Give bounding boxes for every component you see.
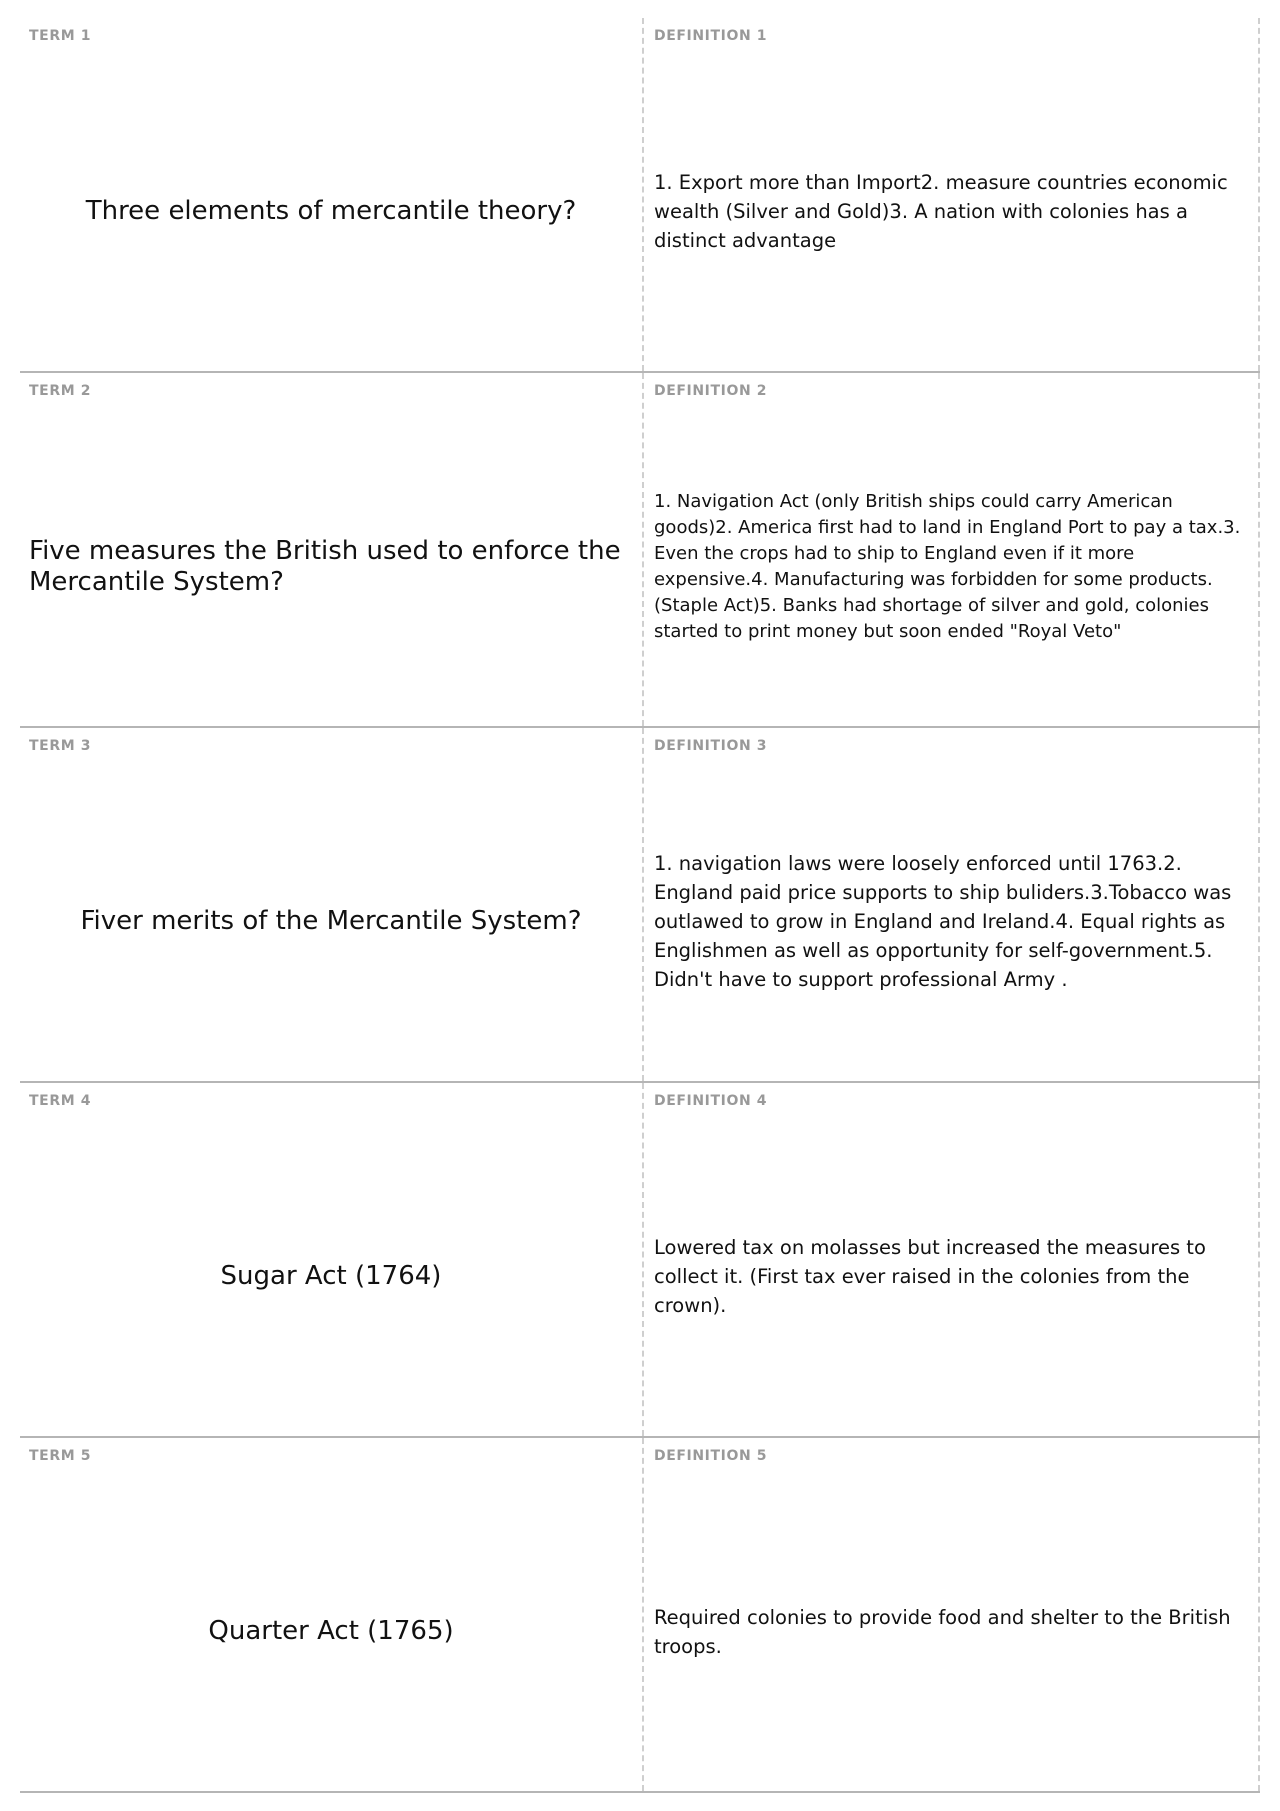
definition-body <box>654 413 1248 720</box>
term-body <box>29 1478 633 1785</box>
definition-label: DEFINITION 5 <box>654 1448 768 1464</box>
term-cell <box>20 1083 642 1436</box>
definition-body <box>654 1123 1248 1430</box>
definition-label: DEFINITION 2 <box>654 383 768 399</box>
definition-body <box>654 58 1248 365</box>
term-label: TERM 2 <box>29 383 92 399</box>
definition-text: 1. Export more than Import2. measure countries economic wealth (Silver and Gold)3. A nation with colonies has a distinct advantage <box>654 171 1228 252</box>
flashcard-row-1 <box>20 18 1260 373</box>
definition-cell <box>642 1083 1260 1436</box>
definition-cell <box>642 728 1260 1081</box>
definition-cell <box>642 373 1260 726</box>
definition-text: 1. navigation laws were loosely enforced until 1763.2. England paid price supports to ship buliders.3.Tobacco was outlawed to grow in England and Ireland.4. Equal rights as Englishmen as well as opportunity for self-government.5. Didn't have to support professional Army . <box>654 852 1232 991</box>
definition-label: DEFINITION 4 <box>654 1093 768 1109</box>
flashcard-row-4 <box>20 1083 1260 1438</box>
term-label: TERM 1 <box>29 28 92 44</box>
term-cell <box>20 373 642 726</box>
definition-label: DEFINITION 1 <box>654 28 768 44</box>
term-text: Quarter Act (1765) <box>208 1616 454 1646</box>
term-text: Three elements of mercantile theory? <box>85 196 577 226</box>
flashcard-row-3 <box>20 728 1260 1083</box>
term-text: Sugar Act (1764) <box>220 1261 442 1291</box>
definition-text: 1. Navigation Act (only British ships could carry American goods)2. America first had to land in England Port to pay a tax.3. Even the crops had to ship to England even if it more expensive.4. Manufacturing was forbidden for some products. (Staple Act)5. Banks had shortage of silver and gold, colonies started to print money but soon ended "Royal Veto" <box>654 490 1241 642</box>
definition-label: DEFINITION 3 <box>654 738 768 754</box>
definition-cell <box>642 1438 1260 1791</box>
term-body <box>29 1123 633 1430</box>
term-cell <box>20 728 642 1081</box>
term-text: Fiver merits of the Mercantile System? <box>80 906 582 936</box>
definition-text: Required colonies to provide food and shelter to the British troops. <box>654 1605 1231 1658</box>
flashcard-sheet <box>20 18 1260 1793</box>
term-cell <box>20 18 642 371</box>
definition-body <box>654 1478 1248 1785</box>
flashcard-row-2 <box>20 373 1260 728</box>
term-body <box>29 768 633 1075</box>
definition-text: Lowered tax on molasses but increased the measures to collect it. (First tax ever raised in the colonies from the crown). <box>654 1236 1206 1317</box>
term-label: TERM 4 <box>29 1093 92 1109</box>
term-body <box>29 58 633 365</box>
flashcard-row-5 <box>20 1438 1260 1793</box>
term-text: Five measures the British used to enforce the Mercantile System? <box>29 535 621 597</box>
definition-body <box>654 768 1248 1075</box>
term-body <box>29 413 633 720</box>
term-label: TERM 5 <box>29 1448 92 1464</box>
definition-cell <box>642 18 1260 371</box>
term-label: TERM 3 <box>29 738 92 754</box>
term-cell <box>20 1438 642 1791</box>
